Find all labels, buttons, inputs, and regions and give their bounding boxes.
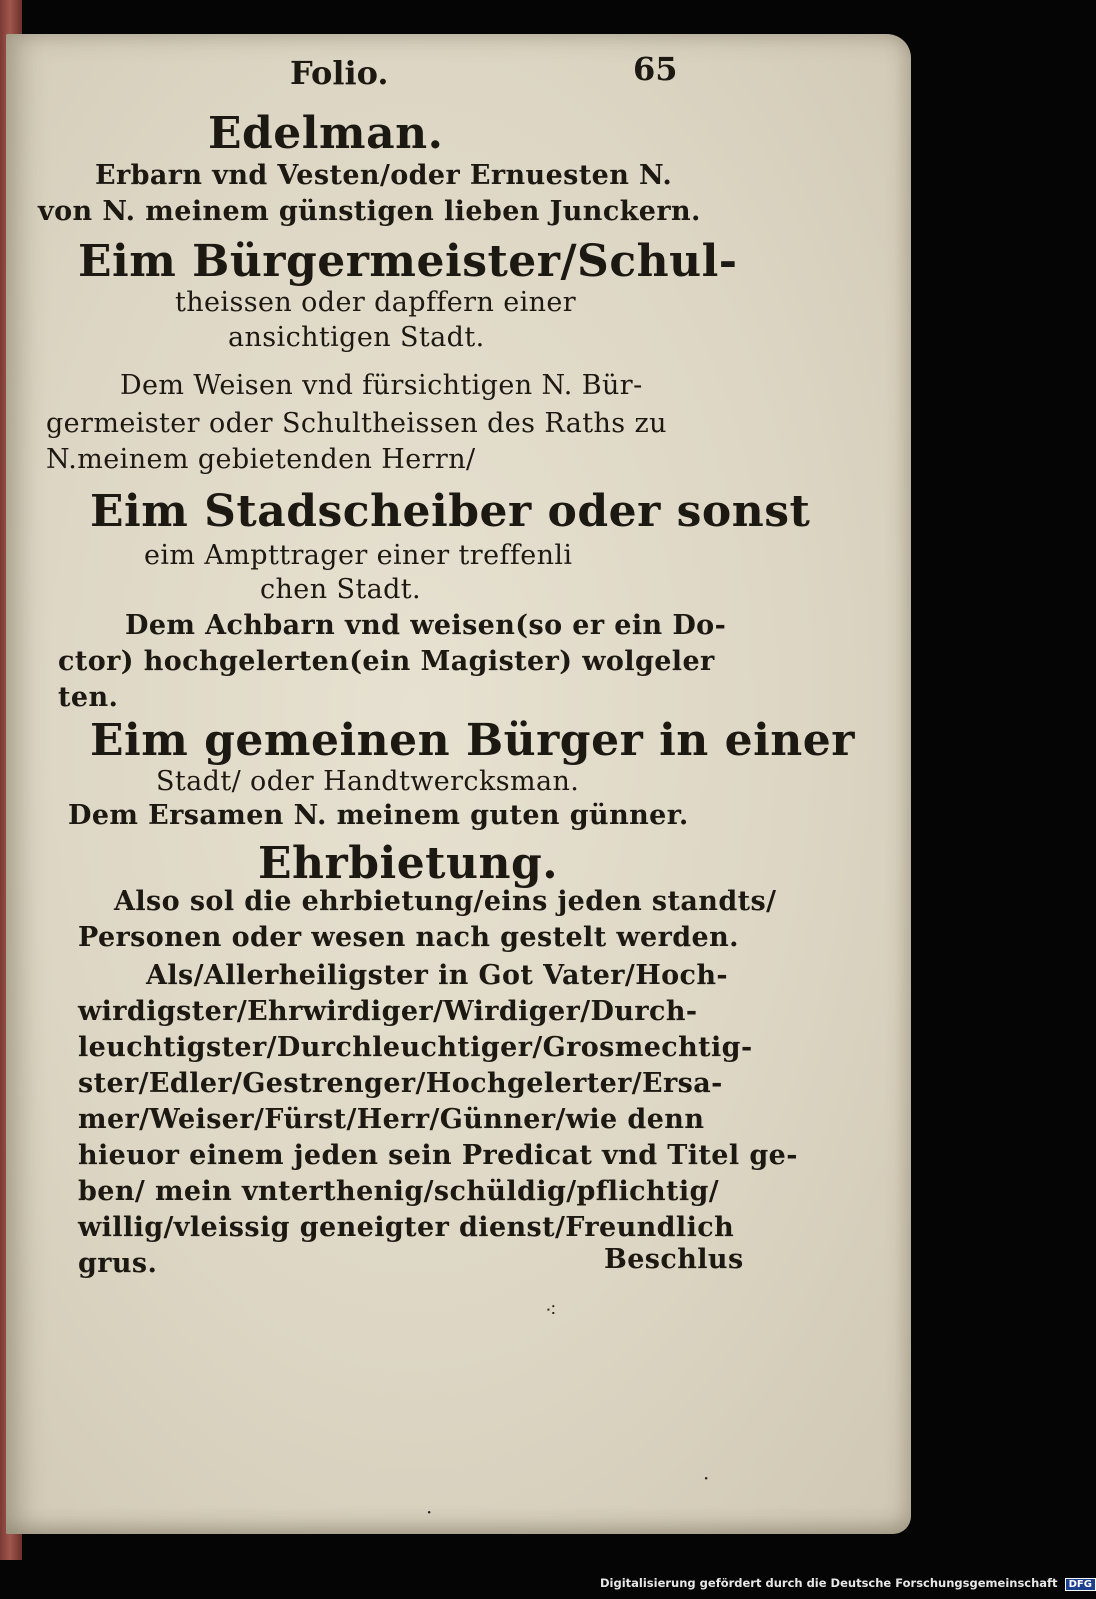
text-line: germeister oder Schultheissen des Raths zu — [46, 408, 667, 439]
text-line: Also sol die ehrbietung/eins jeden standts/ — [114, 886, 777, 917]
text-line: ten. — [58, 682, 119, 713]
heading-buergermeister: Eim Bürgermeister/Schul- — [78, 236, 738, 287]
heading-edelman: Edelman. — [208, 108, 444, 159]
text-line: Dem Weisen vnd fürsichtigen N. Bür- — [120, 370, 643, 401]
text-line: Als/Allerheiligster in Got Vater/Hoch- — [146, 960, 728, 991]
text-line: Dem Achbarn vnd weisen(so er ein Do- — [125, 610, 727, 641]
text-line: von N. meinem günstigen lieben Junckern. — [38, 196, 701, 227]
text-line: wirdigster/Ehrwirdiger/Wirdiger/Durch- — [78, 996, 698, 1027]
heading-ehrbietung: Ehrbietung. — [258, 838, 559, 889]
text-line: N.meinem gebietenden Herrn/ — [46, 444, 476, 475]
text-line: Personen oder wesen nach gestelt werden. — [78, 922, 739, 953]
credit-text: Digitalisierung gefördert durch die Deutsche Forschungsgemeinschaft — [600, 1576, 1058, 1590]
text-line: Dem Ersamen N. meinem guten günner. — [68, 800, 689, 831]
ink-speck: · — [703, 1466, 710, 1490]
ink-speck: · — [426, 1500, 433, 1524]
text-line: mer/Weiser/Fürst/Herr/Günner/wie denn — [78, 1104, 705, 1135]
text-line: ctor) hochgelerten(ein Magister) wolgeler — [58, 646, 715, 677]
text-line: eim Ampttrager einer treffenli — [144, 540, 573, 571]
digitization-credit — [600, 1576, 1092, 1594]
page-number: 65 — [633, 50, 678, 88]
heading-gemeiner-buerger: Eim gemeinen Bürger in einer — [90, 715, 855, 766]
text-line: ster/Edler/Gestrenger/Hochgelerter/Ersa- — [78, 1068, 723, 1099]
text-line: ben/ mein vnterthenig/schüldig/pflichtig/ — [78, 1176, 720, 1207]
text-line: Erbarn vnd Vesten/oder Ernuesten N. — [95, 160, 673, 191]
catchword: Beschlus — [604, 1244, 744, 1275]
text-line: Stadt/ oder Handtwercksman. — [156, 766, 580, 797]
text-line: grus. — [78, 1248, 158, 1279]
text-line: chen Stadt. — [260, 574, 422, 605]
text-line: willig/vleissig geneigter dienst/Freundlich — [78, 1212, 735, 1243]
folio-label: Folio. — [290, 54, 389, 92]
text-line: theissen oder dapffern einer — [175, 287, 577, 318]
heading-stadscheiber: Eim Stadscheiber oder sonst — [90, 486, 811, 537]
text-line: leuchtigster/Durchleuchtiger/Grosmechtig- — [78, 1032, 753, 1063]
text-line: hieuor einem jeden sein Predicat vnd Titel ge- — [78, 1140, 798, 1171]
ink-speck: ⁖ — [545, 1298, 557, 1322]
text-line: ansichtigen Stadt. — [228, 322, 485, 353]
dfg-logo: DFG — [1065, 1578, 1096, 1591]
